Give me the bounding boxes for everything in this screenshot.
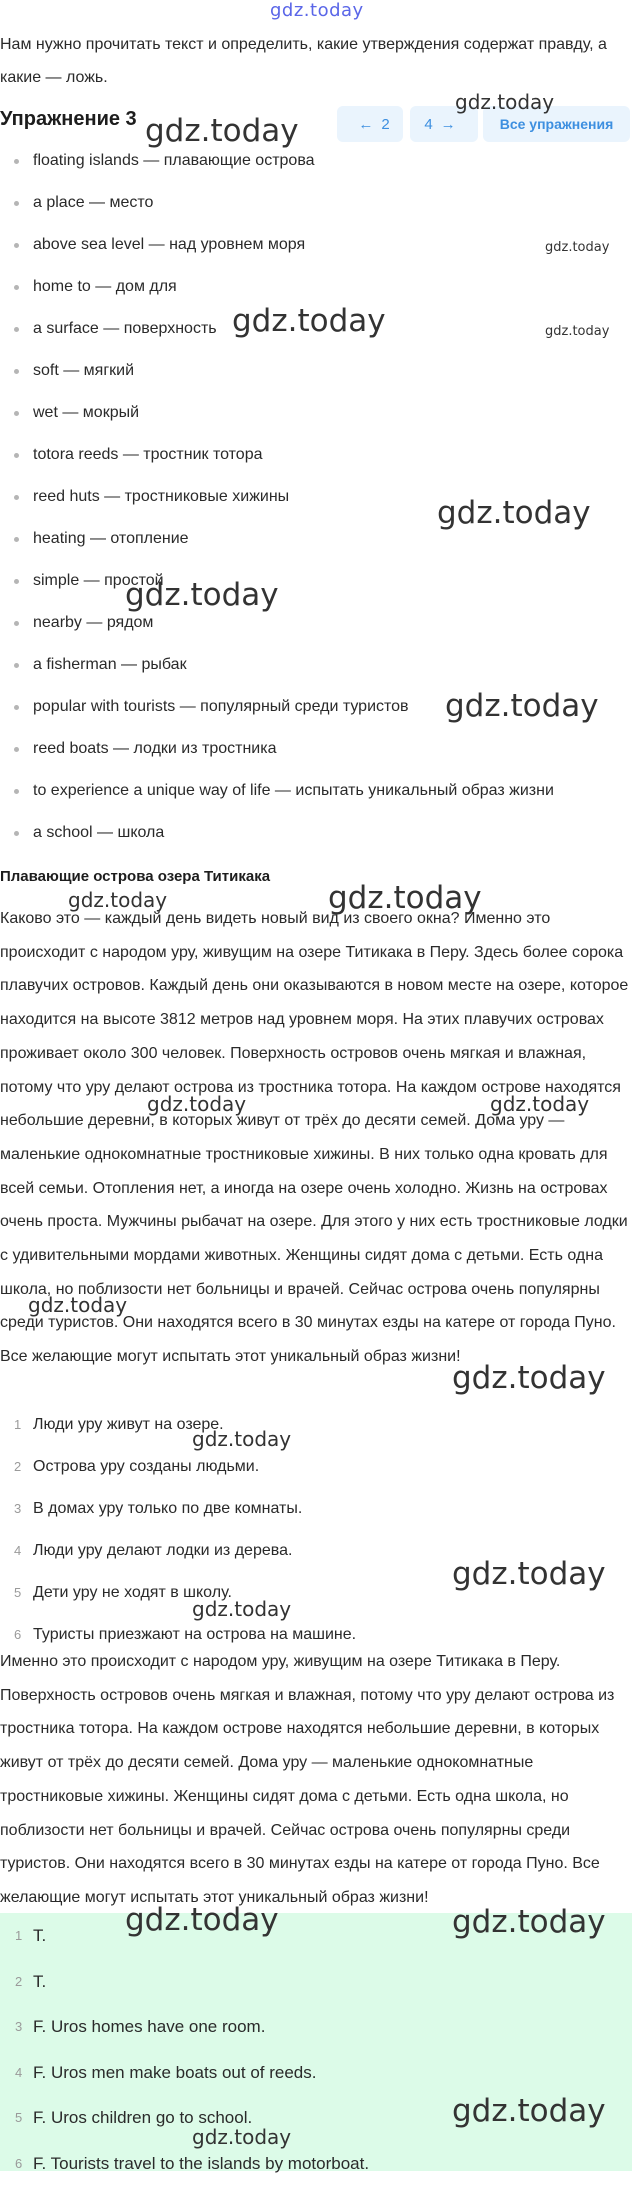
answer-number: 4 [15,2064,23,2080]
statement-number: 3 [14,1501,22,1516]
vocab-item: wet — мокрый [0,392,632,434]
statement-item [0,1446,632,1488]
watermark: gdz.today [545,324,610,339]
statement-text: Дети уру не ходят в школу. [33,1584,232,1601]
vocab-item: to experience a unique way of life — испытать уникальный образ жизни [0,770,632,812]
statement-number: 2 [14,1459,22,1474]
watermark: gdz.today [452,1556,606,1592]
answer-item [0,1913,632,1959]
vocab-item: a surface — поверхность [0,308,632,350]
vocab-item: home to — дом для [0,266,632,308]
answer-text: F. Uros homes have one room. [33,2017,266,2037]
vocab-item: a fisherman — рыбак [0,644,632,686]
answers-list [0,1913,632,2187]
statement-text: Люди уру делают лодки из дерева. [33,1542,293,1559]
watermark: gdz.today [452,1904,606,1940]
statement-number: 4 [14,1543,22,1558]
watermark: gdz.today [125,577,279,613]
answer-number: 5 [15,2110,23,2126]
next-exercise-button[interactable] [410,106,478,142]
vocab-item: reed boats — лодки из тростника [0,728,632,770]
watermark: gdz.today [232,303,386,339]
answer-number: 3 [15,2019,23,2035]
watermark: gdz.today [125,1902,279,1938]
answer-item [0,1959,632,2005]
answer-text: F. Uros children go to school. [33,2108,253,2128]
text-title: Плавающие острова озера Титикака [0,868,271,885]
watermark: gdz.today [328,880,482,916]
watermark: gdz.today [68,888,168,912]
watermark: gdz.today [452,2093,606,2129]
next-exercise-label: 4 [424,115,433,133]
statement-item [0,1572,632,1614]
site-logo[interactable]: gdz.today [270,0,364,21]
vocab-item: a place — место [0,182,632,224]
answer-item [0,2004,632,2050]
statement-item [0,1404,632,1446]
intro-text: Нам нужно прочитать текст и определить, какие утверждения содержат правду, а какие — ложь. [0,36,607,86]
vocab-item: floating islands — плавающие острова [0,140,632,182]
watermark: gdz.today [28,1293,128,1317]
watermark: gdz.today [445,688,599,724]
answer-text: T. [33,1971,47,1991]
answer-text: F. Tourists travel to the islands by motorboat. [33,2153,370,2173]
watermark: gdz.today [490,1092,590,1116]
statement-text: Люди уру живут на озере. [33,1416,224,1433]
answer-number: 1 [15,1928,23,1943]
vocab-item: totora reeds — тростник тотора [0,434,632,476]
vocabulary-list [0,140,632,854]
prev-exercise-button[interactable] [337,106,403,142]
answer-item [0,2095,632,2141]
vocab-item: a school — школа [0,812,632,854]
statement-number: 6 [14,1627,22,1642]
arrow-right-icon: → [440,115,456,133]
watermark: gdz.today [437,495,591,531]
all-exercises-button[interactable]: Все упражнения [483,106,630,142]
answer-number: 2 [15,1973,23,1989]
watermark: gdz.today [452,1360,606,1396]
statement-number: 1 [14,1417,22,1432]
answer-item [0,2141,632,2187]
statement-text: В домах уру только по две комнаты. [33,1500,303,1517]
watermark: gdz.today [455,90,555,114]
vocab-item: heating — отопление [0,518,632,560]
vocab-item: nearby — рядом [0,602,632,644]
statement-text: Туристы приезжают на острова на машине. [33,1626,357,1643]
arrow-left-icon: ← [358,115,374,133]
vocab-item: popular with tourists — популярный среди туристов [0,686,632,728]
answer-text: F. Uros men make boats out of reeds. [33,2062,317,2082]
watermark: gdz.today [192,1427,292,1451]
statements-list [0,1404,632,1656]
answer-item [0,2050,632,2096]
watermark: gdz.today [545,240,610,255]
vocab-item: above sea level — над уровнем моря [0,224,632,266]
watermark: gdz.today [147,1092,247,1116]
vocab-item: reed huts — тростниковые хижины [0,476,632,518]
vocab-item: simple — простой [0,560,632,602]
watermark: gdz.today [192,2125,292,2149]
text-body: Каково это — каждый день видеть новый вид из своего окна? Именно это происходит с народом уру, живущим на озере Титикака в Перу. Здесь более сорока плавучих островов. Каждый день они оказываются в новом месте на озере, которое находится на высоте 3812 метров над уровнем моря. На этих плавучих островах проживает около 300 человек. Поверхность островов очень мягкая и влажная, потому что уру делают острова из тростника тотора. На каждом острове находятся небольшие деревни, в которых живут от трёх до десяти семей. Дома уру — маленькие однокомнатные тростниковые хижины. В них только одна кровать для всей семьи. Отопления нет, а иногда на озере очень холодно. Жизнь на островах очень проста. Мужчины рыбачат на озере. Для этого у них есть тростниковые лодки с удивительными мордами животных. Женщины сидят дома с детьми. Есть одна школа, но поблизости нет больницы и врачей. Сейчас острова очень популярны среди туристов. Они находятся всего в 30 минутах езды на катере от города Пуно. Все желающие могут испытать этот уникальный образ жизни! [0,910,629,1366]
statement-item [0,1488,632,1530]
vocab-item: soft — мягкий [0,350,632,392]
watermark: gdz.today [145,113,299,149]
answer-number: 6 [15,2155,23,2171]
answer-text: T. [33,1926,47,1945]
statement-text: Острова уру созданы людьми. [33,1458,260,1475]
statement-item [0,1530,632,1572]
statement-number: 5 [14,1585,22,1600]
exercise-title: Упражнение 3 [0,108,137,130]
prev-exercise-label: 2 [381,115,390,133]
answer-explanation: Именно это происходит с народом уру, живущим на озере Титикака в Перу. Поверхность островов очень мягкая и влажная, потому что уру делают острова из тростника тотора. На каждом острове находятся небольшие деревни, в которых живут от трёх до десяти семей. Дома уру — маленькие однокомнатные тростниковые хижины. Женщины сидят дома с детьми. Есть одна школа, но поблизости нет больницы и врачей. Сейчас острова очень популярны среди туристов. Они находятся всего в 30 минутах езды на катере от города Пуно. Все желающие могут испытать этот уникальный образ жизни! [0,1653,615,1906]
watermark: gdz.today [192,1597,292,1621]
